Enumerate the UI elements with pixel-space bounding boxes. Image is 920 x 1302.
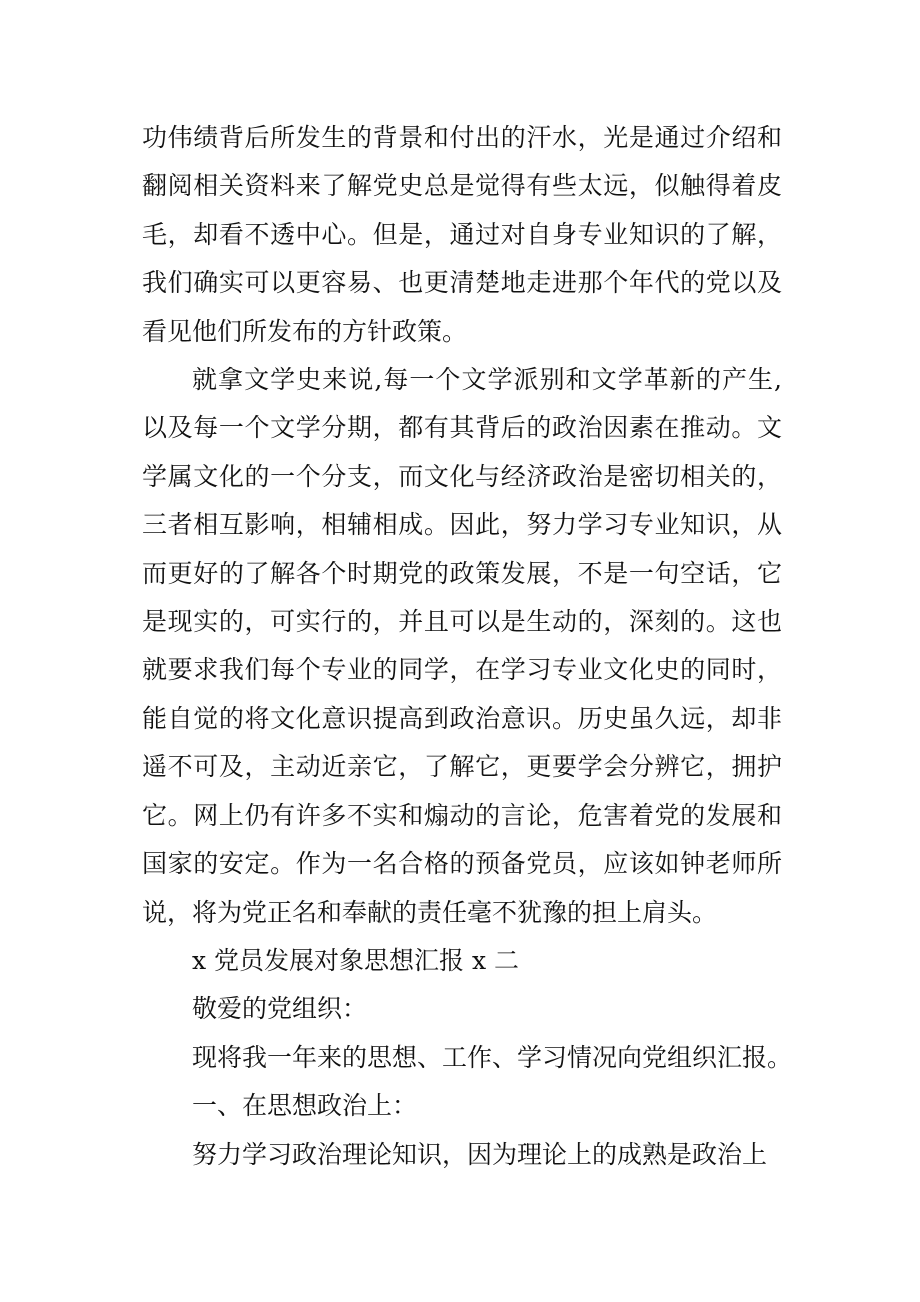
document-body <box>142 114 793 1179</box>
salutation: 敬爱的党组织： <box>192 994 368 1024</box>
paragraph-literature-history: 就拿文学史来说,每一个文学派别和文学革新的产生,以及每一个文学分期，都有其背后的政治因素在推动。文学属文化的一个分支，而文化与经济政治是密切相关的，三者相互影响，相辅相成。因此，努力学习专业知识，从而更好的了解各个时期党的政策发展，不是一句空话，它是现实的，可实行的，并且可以是生动的，深刻的。这也就要求我们每个专业的同学，在学习专业文化史的同时，能自觉的将文化意识提高到政治意识。历史虽久远，却非遥不可及，主动近亲它，了解它，更要学会分辨它，拥护它。网上仍有许多不实和煽动的言论，危害着党的发展和国家的安定。作为一名合格的预备党员，应该如钟老师所说，将为党正名和奉献的责任毫不犹豫的担上肩头。 <box>142 365 782 927</box>
report-heading: x 党员发展对象思想汇报 x 二 <box>192 945 520 975</box>
paragraph-continued: 功伟绩背后所发生的背景和付出的汗水，光是通过介绍和翻阅相关资料来了解党史总是觉得有些太远，似触得着皮毛，却看不透中心。但是，通过对自身专业知识的了解，我们确实可以更容易、也更清楚地走进那个年代的党以及看见他们所发布的方针政策。 <box>142 123 782 346</box>
section-heading-politics: 一、在思想政治上： <box>192 1091 418 1121</box>
paragraph-politics: 努力学习政治理论知识，因为理论上的成熟是政治上 <box>192 1139 768 1169</box>
report-intro: 现将我一年来的思想、工作、学习情况向党组织汇报。 <box>192 1042 793 1072</box>
